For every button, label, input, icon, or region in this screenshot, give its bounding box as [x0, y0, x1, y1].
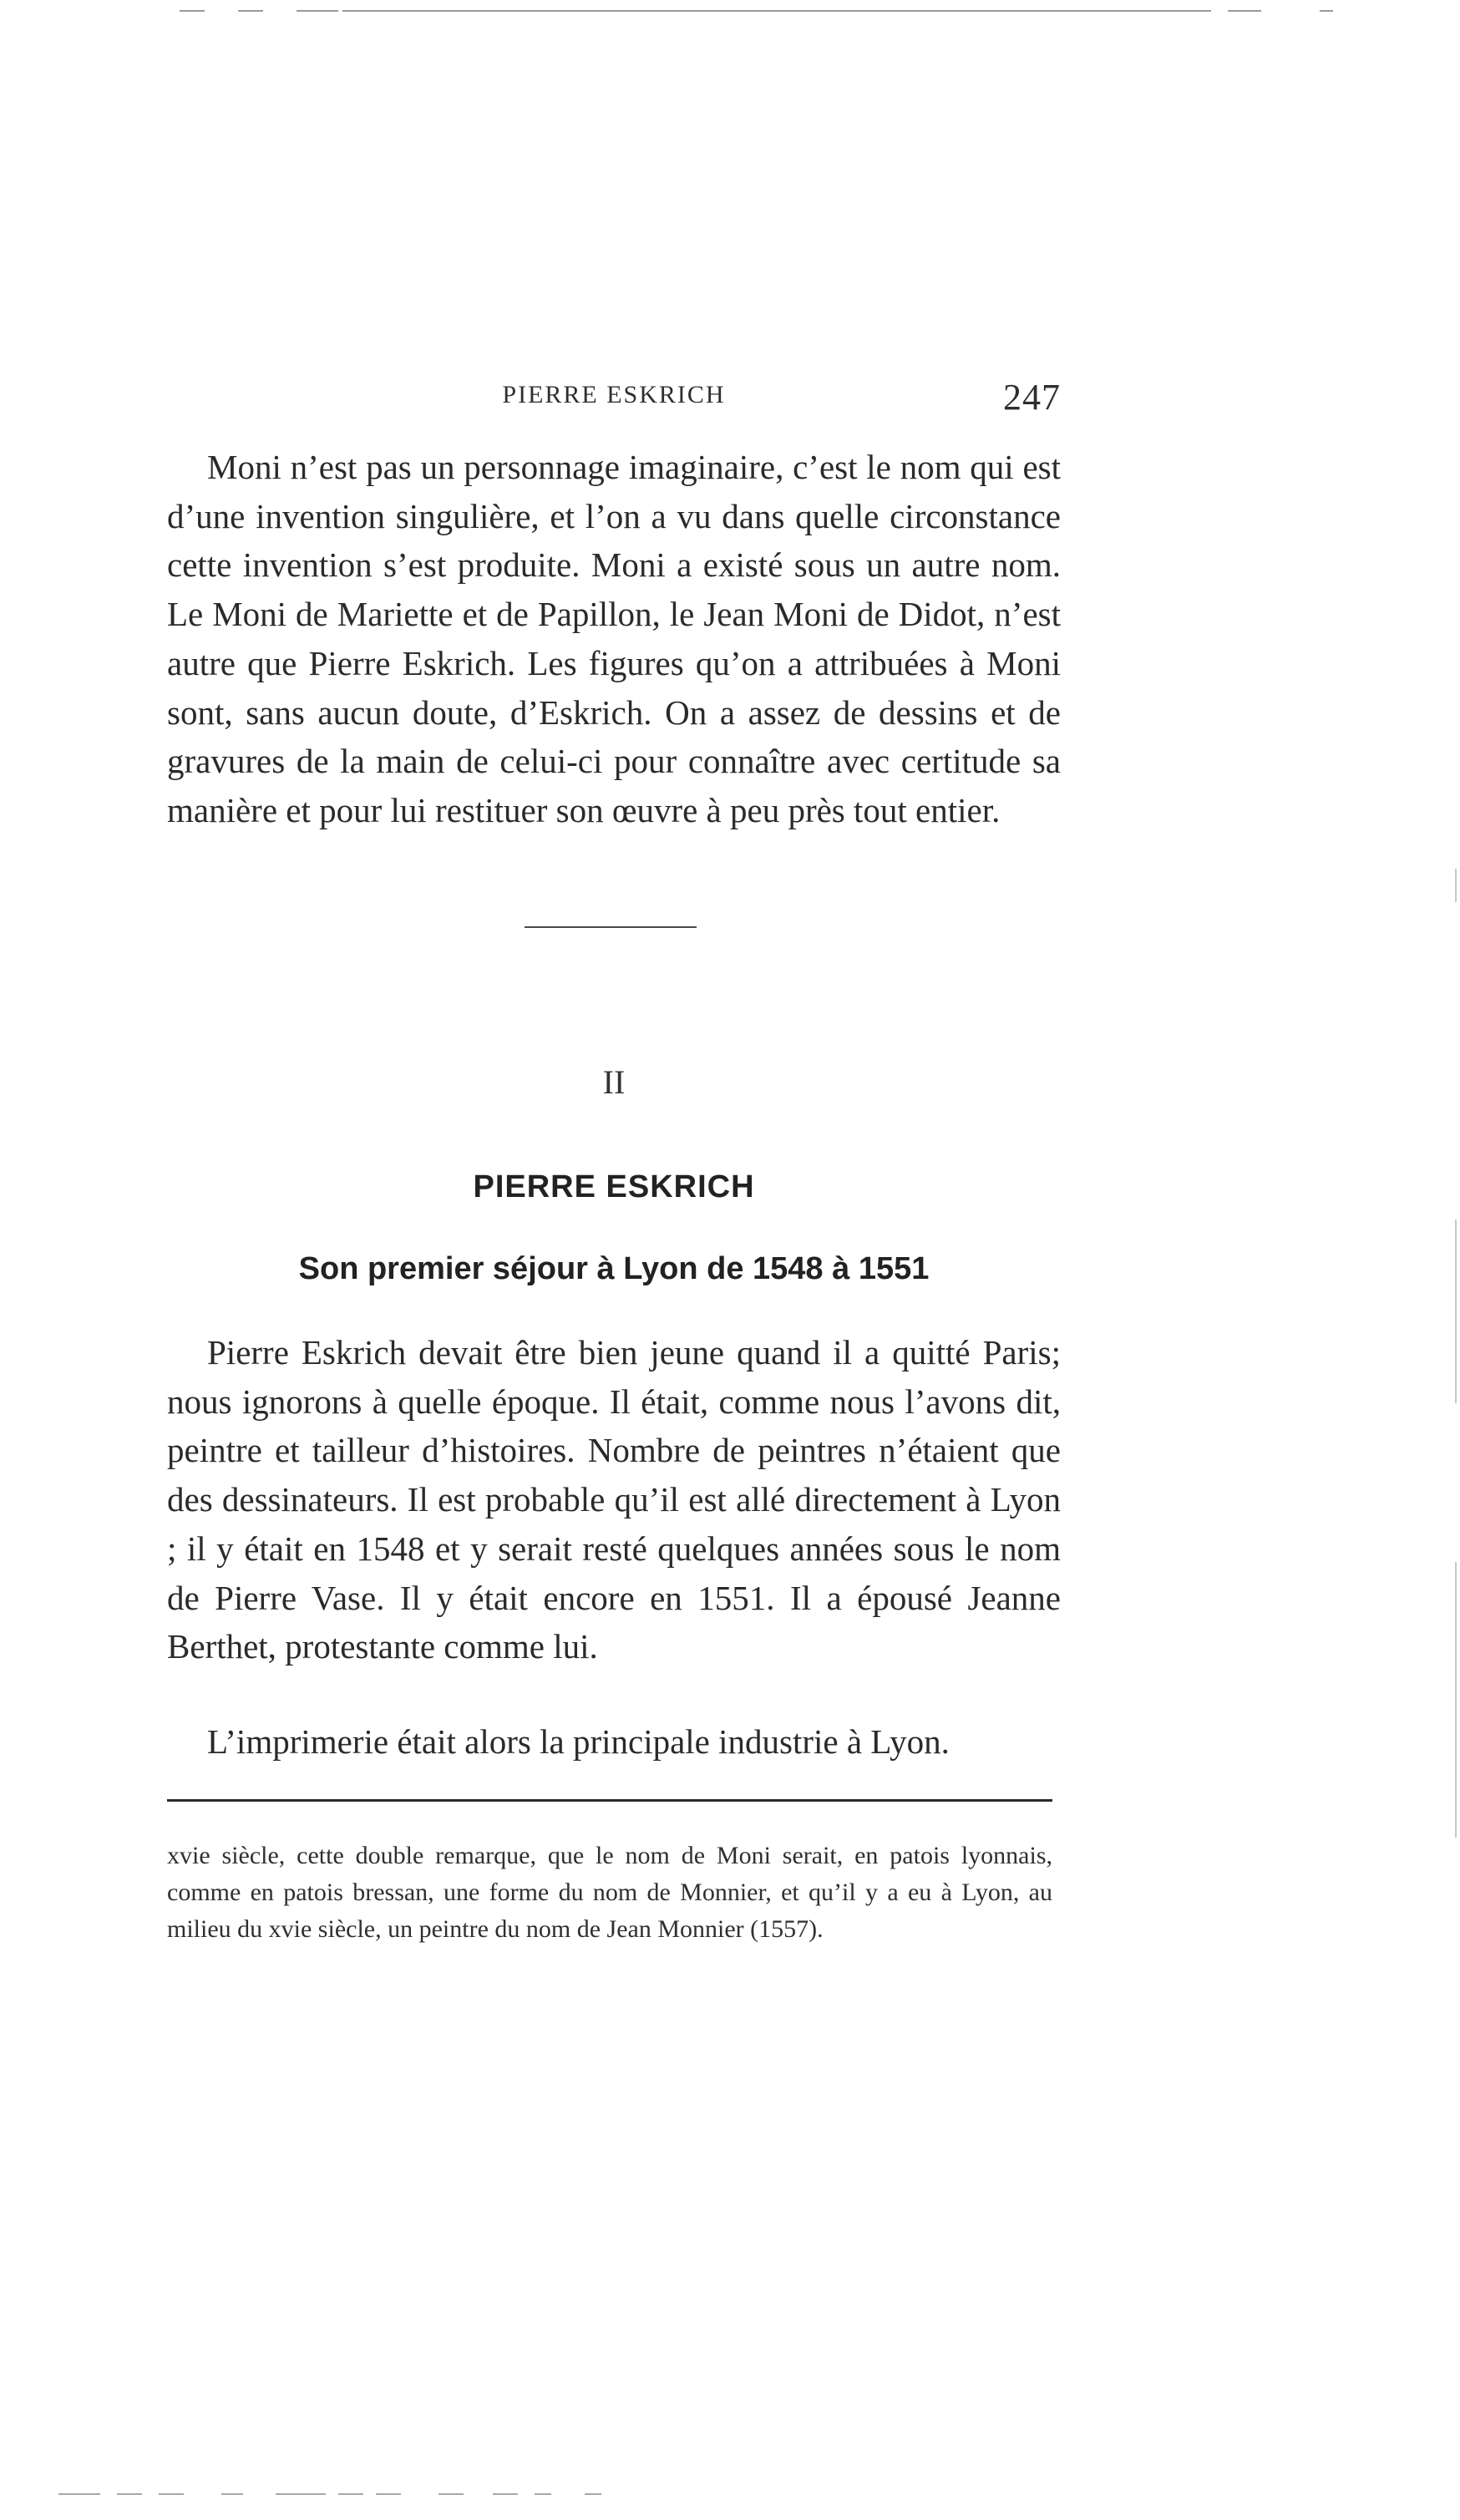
footnote: xvie siècle, cette double remarque, que le nom de Moni serait, en patois lyonnais, comme en patois bressan, une forme du nom de Monnier, et qu’il y a eu à Lyon, au milieu du xvie siècle, un peintre du nom de Jean Monnier (1557). — [167, 1842, 1052, 1943]
section-number: II — [602, 1063, 626, 1101]
scan-edge-bottom — [0, 2493, 1460, 2497]
body-paragraph: Pierre Eskrich devait être bien jeune quand il a quitté Paris; nous ignorons à quelle époque. Il était, comme nous l’avons dit, peintre et tailleur d’histoires. Nombre de peintres n’étaient que des dessinateurs. Il est probable qu’il est allé directement à Lyon ; il y était en 1548 et y serait resté quelques années sous le nom de Pierre Vase. Il y était encore en 1551. Il a épousé Jeanne Berthet, protestante comme lui. — [167, 1333, 1061, 1666]
section-divider — [525, 926, 697, 928]
scan-edge-right-mark — [1455, 1219, 1457, 1403]
page-number: 247 — [1003, 377, 1061, 418]
chapter-title: PIERRE ESKRICH — [473, 1169, 755, 1204]
scan-edge-right-mark — [1455, 869, 1457, 902]
body-paragraph: L’imprimerie était alors la principale industrie à Lyon. — [207, 1722, 950, 1761]
chapter-subtitle: Son premier séjour à Lyon de 1548 à 1551 — [298, 1251, 930, 1286]
scan-edge-right-mark — [1455, 1562, 1457, 1838]
running-title: PIERRE ESKRICH — [502, 381, 726, 408]
scan-edge-top — [0, 10, 1460, 13]
body-paragraph: Moni n’est pas un personnage imaginaire, c’est le nom qui est d’une invention singulière, et l’on a vu dans quelle circonstance cette invention s’est produite. Moni a existé sous un autre nom. Le Moni de Mariette et de Papillon, le Jean Moni de Didot, n’est autre que Pierre Eskrich. Les figures qu’on a attribuées à Moni sont, sans aucun doute, d’Eskrich. On a assez de dessins et de gravures de la main de celui-ci pour connaître avec certitude sa manière et pour lui restituer son œuvre à peu près tout entier. — [167, 448, 1061, 829]
running-head — [167, 376, 1061, 426]
footnote-rule — [167, 1799, 1052, 1802]
